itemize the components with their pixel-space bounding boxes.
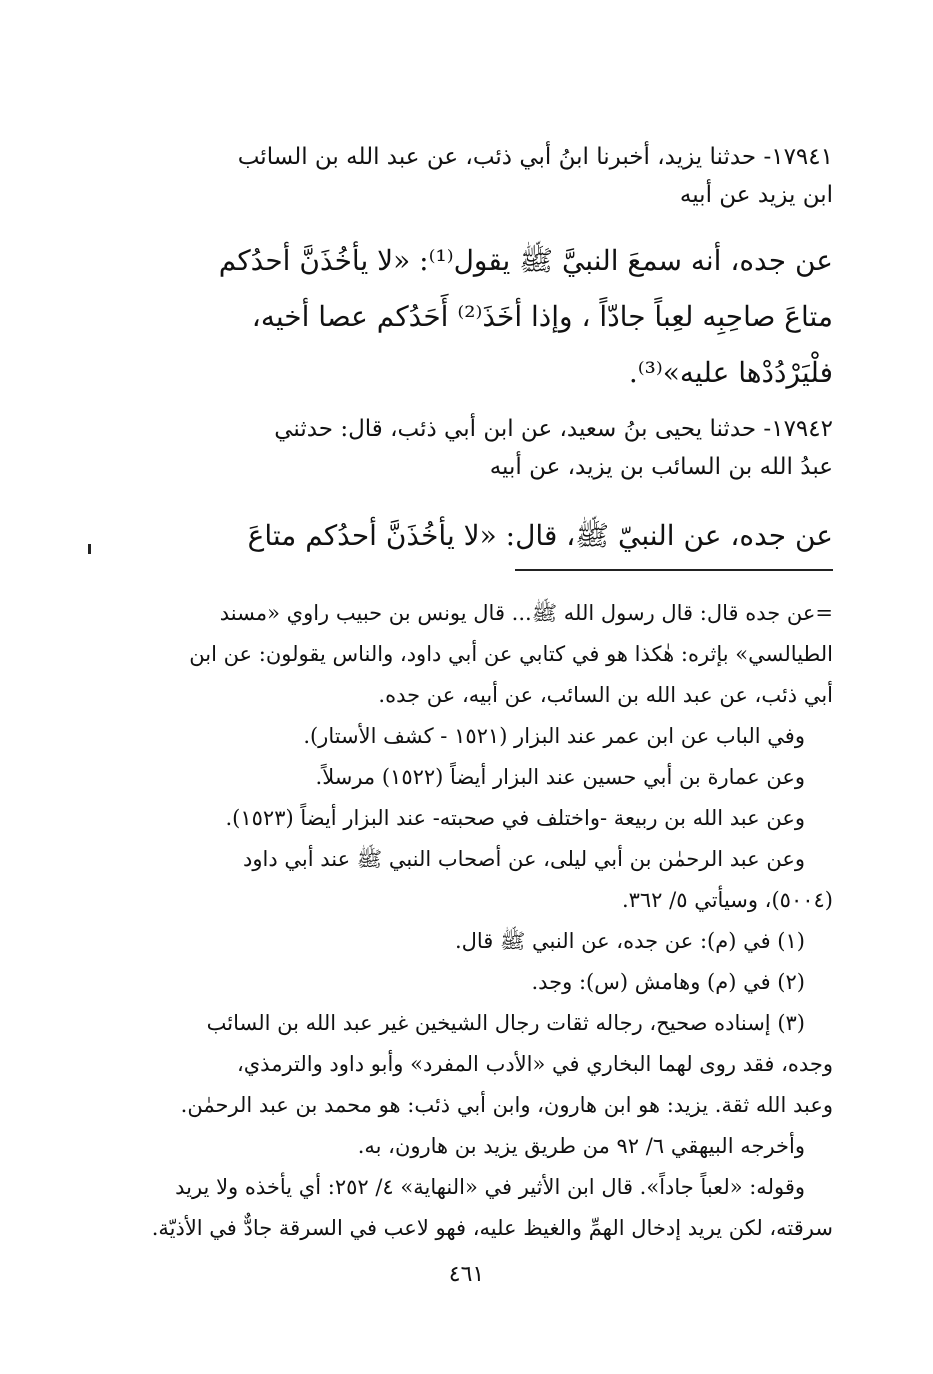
chain-line: عبدُ الله بن السائب بن يزيد، عن أبيه [489,454,833,480]
hadith-17941-chain [135,138,833,214]
footnote-3: (٣) إسناده صحيح، رجاله ثقات رجال الشيخين غير عبد الله بن السائب [206,1011,805,1035]
footnote-line: وعن عبد الله بن ربيعة -واختلف في صحبته- عند البزار أيضاً (١٥٢٣). [225,806,805,830]
footnote-line: وعن عبد الرحمٰن بن أبي ليلى، عن أصحاب النبي ﷺ عند أبي داود [243,847,805,871]
matn-line: فلْيَرْدُدْها عليه»⁽³⁾. [628,356,833,389]
margin-mark [88,544,91,554]
footnote-line: وقوله: «لعباً جاداً». قال ابن الأثير في «النهاية» ٤/ ٢٥٢: أي يأخذه ولا يريد [175,1175,805,1199]
hadith-17942-text [135,508,833,564]
footnotes-section [135,593,833,1249]
footnote-line: وعبد الله ثقة. يزيد: هو ابن هارون، وابن أبي ذئب: هو محمد بن عبد الرحمٰن. [180,1093,833,1117]
page-number: ٤٦١ [448,1262,485,1287]
footnote-line: أبي ذئب، عن عبد الله بن السائب، عن أبيه، عن جده. [378,683,833,707]
chain-line: ١٧٩٤١- حدثنا يزيد، أخبرنا ابنُ أبي ذئب، عن عبد الله بن السائب [237,144,833,170]
footnote-line: وأخرجه البيهقي ٦/ ٩٢ من طريق يزيد بن هارون، به. [357,1134,805,1158]
footnote-line: وعن عمارة بن أبي حسين عند البزار أيضاً (١٥٢٢) مرسلاً. [315,765,805,789]
chain-line: ابن يزيد عن أبيه [679,182,833,208]
footnote-line: =عن جده قال: قال رسول الله ﷺ... قال يونس بن حبيب راوي «مسند [219,601,833,625]
footnote-line: الطيالسي» بإثره: هٰكذا هو في كتابي عن أبي داود، والناس يقولون: عن ابن [189,642,833,666]
matn-line: متاعَ صاحِبِه لعِباً جادّاً ، وإذا أخَذَ⁽²⁾ أَحَدُكم عصا أخيه، [251,300,833,333]
footnote-line: وفي الباب عن ابن عمر عند البزار (١٥٢١ - كشف الأستار). [303,724,805,748]
footnote-2: (٢) في (م) وهامش (س): وجد. [531,970,805,994]
footnote-separator [515,569,833,571]
chain-line: ١٧٩٤٢- حدثنا يحيى بنُ سعيد، عن ابن أبي ذئب، قال: حدثني [274,416,833,442]
footnote-line: وجده، فقد روى لهما البخاري في «الأدب المفرد» وأبو داود والترمذي، [236,1052,833,1076]
matn-line: عن جده، أنه سمعَ النبيَّ ﷺ يقول⁽¹⁾: «لا يأخُذَنَّ أحدُكم [218,244,833,277]
footnote-1: (١) في (م): عن جده، عن النبي ﷺ قال. [454,929,805,953]
footnote-line: سرقته، لكن يريد إدخال الهمِّ والغيظ عليه، فهو لاعب في السرقة جادٌّ في الأذيّة. [151,1216,833,1240]
footnote-line: (٥٠٠٤)، وسيأتي ٥/ ٣٦٢. [621,888,833,912]
hadith-17942-chain [135,410,833,486]
matn-line: عن جده، عن النبيّ ﷺ، قال: «لا يأخُذَنَّ أحدُكم متاعَ [247,519,833,552]
hadith-17941-text [135,233,833,401]
